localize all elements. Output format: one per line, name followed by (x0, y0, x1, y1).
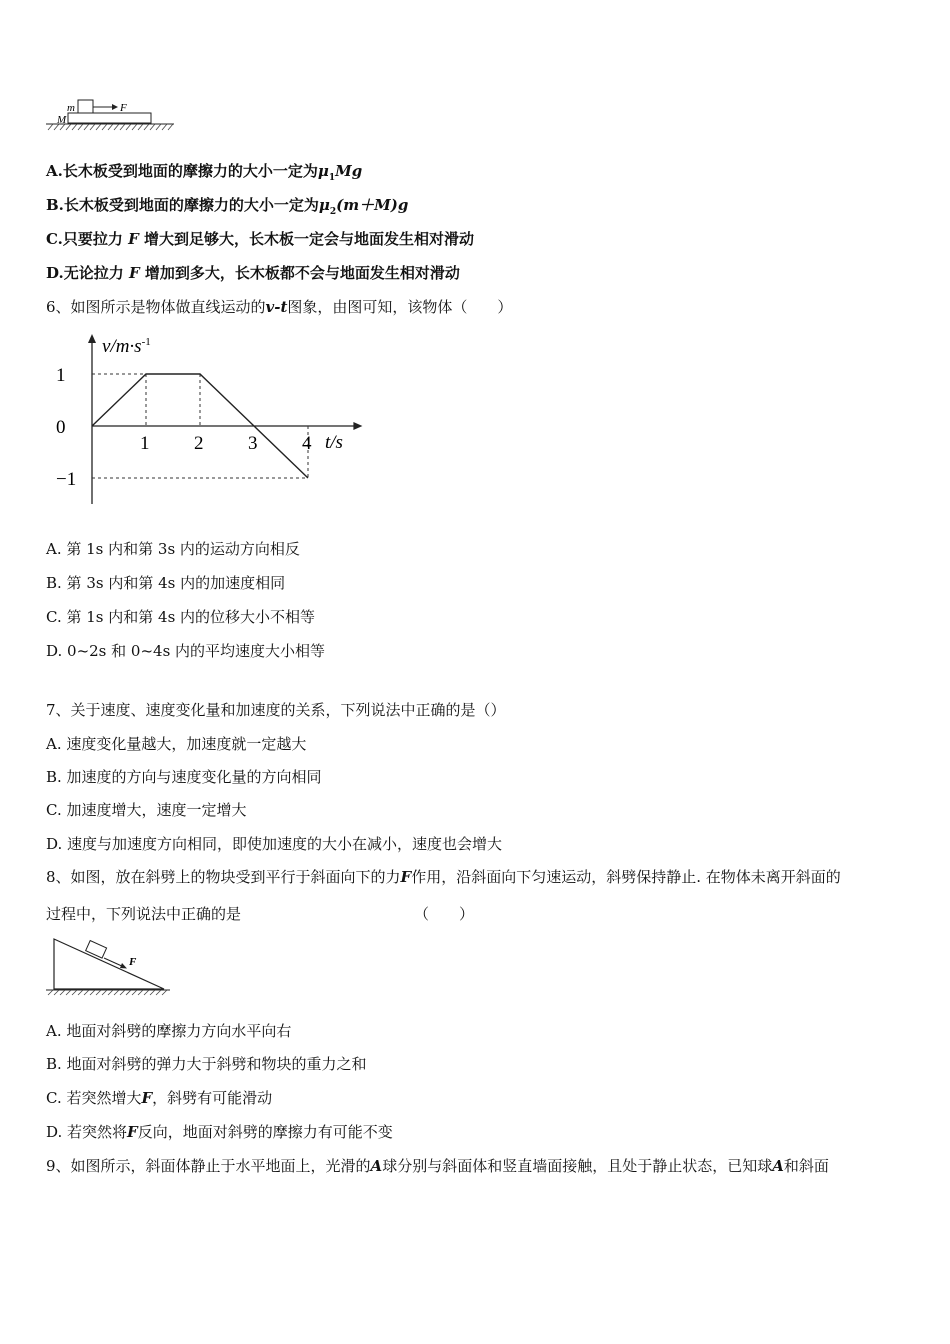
q8-option-d (46, 1122, 393, 1142)
q5a-sub: 1 (328, 173, 336, 183)
q8-stem-var: F (400, 868, 412, 886)
q8-stem2-text: 过程中，下列说法中正确的是 (46, 905, 242, 923)
q5d-var: F (128, 264, 140, 282)
q8d-post: 反向，地面对斜劈的摩擦力有可能不变 (137, 1123, 393, 1141)
block-board-figure (44, 96, 176, 136)
q9-var2: A (772, 1157, 784, 1175)
q8-option-b: B. 地面对斜劈的弹力大于斜劈和物块的重力之和 (46, 1055, 367, 1073)
y-axis-label: $v/m\cdot s^{-1}$ (102, 336, 151, 357)
q9-mid: 球分别与斜面体和竖直墙面接触，且处于静止状态，已知球 (382, 1157, 773, 1175)
q5-option-a (46, 161, 362, 188)
label-M: M (57, 114, 67, 126)
q5c-post: 增大到足够大，长木板一定会与地面发生相对滑动 (144, 230, 475, 248)
q7-option-a: A. 速度变化量越大，加速度就一定越大 (46, 735, 307, 753)
x-axis-label: t/s (325, 432, 343, 453)
q6-option-c: C. 第 1s 内和第 4s 内的位移大小不相等 (46, 608, 316, 626)
board-M (68, 113, 151, 123)
q8-stem-line1 (46, 867, 841, 887)
y-tick-label: −1 (56, 469, 77, 490)
q5d-pre: D.无论拉力 (46, 264, 124, 282)
label-m: m (67, 102, 75, 114)
q8-option-a: A. 地面对斜劈的摩擦力方向水平向右 (46, 1022, 292, 1040)
q9-post: 和斜面 (783, 1157, 829, 1175)
q5-option-d (46, 263, 460, 283)
x-tick-label: 4 (302, 433, 312, 454)
q8d-pre: D. 若突然将 (46, 1123, 128, 1141)
x-tick-label: 2 (194, 433, 204, 454)
label-F-wedge: F (129, 956, 137, 968)
q6-option-d: D. 0~2s 和 0~4s 内的平均速度大小相等 (46, 642, 326, 660)
y-axis-arrow (88, 334, 96, 343)
q9-stem (46, 1156, 829, 1176)
q6-option-b: B. 第 3s 内和第 4s 内的加速度相同 (46, 574, 286, 592)
q6-stem (46, 297, 512, 317)
q5b-mu: μ (318, 196, 330, 214)
q7-option-d: D. 速度与加速度方向相同，即使加速度的大小在减小，速度也会增大 (46, 835, 503, 853)
q6-stem-pre: 6、如图所示是物体做直线运动的 (46, 298, 266, 316)
x-tick-label: 3 (248, 433, 258, 454)
q8-stem-post: 作用，沿斜面向下匀速运动，斜劈保持静止. 在物体未离开斜面的 (411, 868, 841, 886)
vt-chart (50, 330, 370, 515)
q8-stem-pre: 8、如图，放在斜劈上的物块受到平行于斜面向下的力 (46, 868, 401, 886)
x-tick-label: 1 (140, 433, 150, 454)
q5a-text: A.长木板受到地面的摩擦力的大小一定为 (46, 162, 318, 180)
q5-option-c (46, 229, 474, 249)
wedge (54, 939, 164, 989)
x-axis-arrow (353, 422, 362, 430)
q5d-post: 增加到多大，长木板都不会与地面发生相对滑动 (144, 264, 460, 282)
q5b-expr: (m＋M)g (336, 196, 409, 214)
y-tick-label: 0 (56, 417, 66, 438)
q5b-sub: 2 (329, 207, 337, 217)
q9-pre: 9、如图所示，斜面体静止于水平地面上，光滑的 (46, 1157, 371, 1175)
q8d-var: F (127, 1123, 138, 1141)
q5b-text: B.长木板受到地面的摩擦力的大小一定为 (46, 196, 319, 214)
q8-stem-line2 (46, 904, 475, 924)
q7-option-b: B. 加速度的方向与速度变化量的方向相同 (46, 768, 322, 786)
q8-stem2-paren: （ ） (414, 905, 475, 923)
y-tick-label: 1 (56, 365, 66, 386)
q5a-mu: μ (317, 162, 329, 180)
q6-stem-var: v-t (265, 298, 288, 316)
q6-stem-post: 图象，由图可知，该物体（ ） (287, 298, 513, 316)
q8-option-c (46, 1088, 272, 1108)
q7-option-c: C. 加速度增大，速度一定增大 (46, 801, 247, 819)
q7-stem: 7、关于速度、速度变化量和加速度的关系，下列说法中正确的是（） (46, 701, 506, 719)
q8c-pre: C. 若突然增大 (46, 1089, 142, 1107)
q5c-pre: C.只要拉力 (46, 230, 123, 248)
q5c-var: F (128, 230, 139, 248)
q5a-expr: Mg (335, 162, 363, 180)
wedge-figure (44, 932, 174, 997)
label-F: F (120, 102, 127, 114)
q8c-post: ，斜劈有可能滑动 (152, 1089, 273, 1107)
q9-var1: A (370, 1157, 383, 1175)
q8c-var: F (141, 1089, 153, 1107)
q5-option-b (46, 195, 408, 222)
block-m (78, 100, 93, 113)
q6-option-a: A. 第 1s 内和第 3s 内的运动方向相反 (46, 540, 300, 558)
